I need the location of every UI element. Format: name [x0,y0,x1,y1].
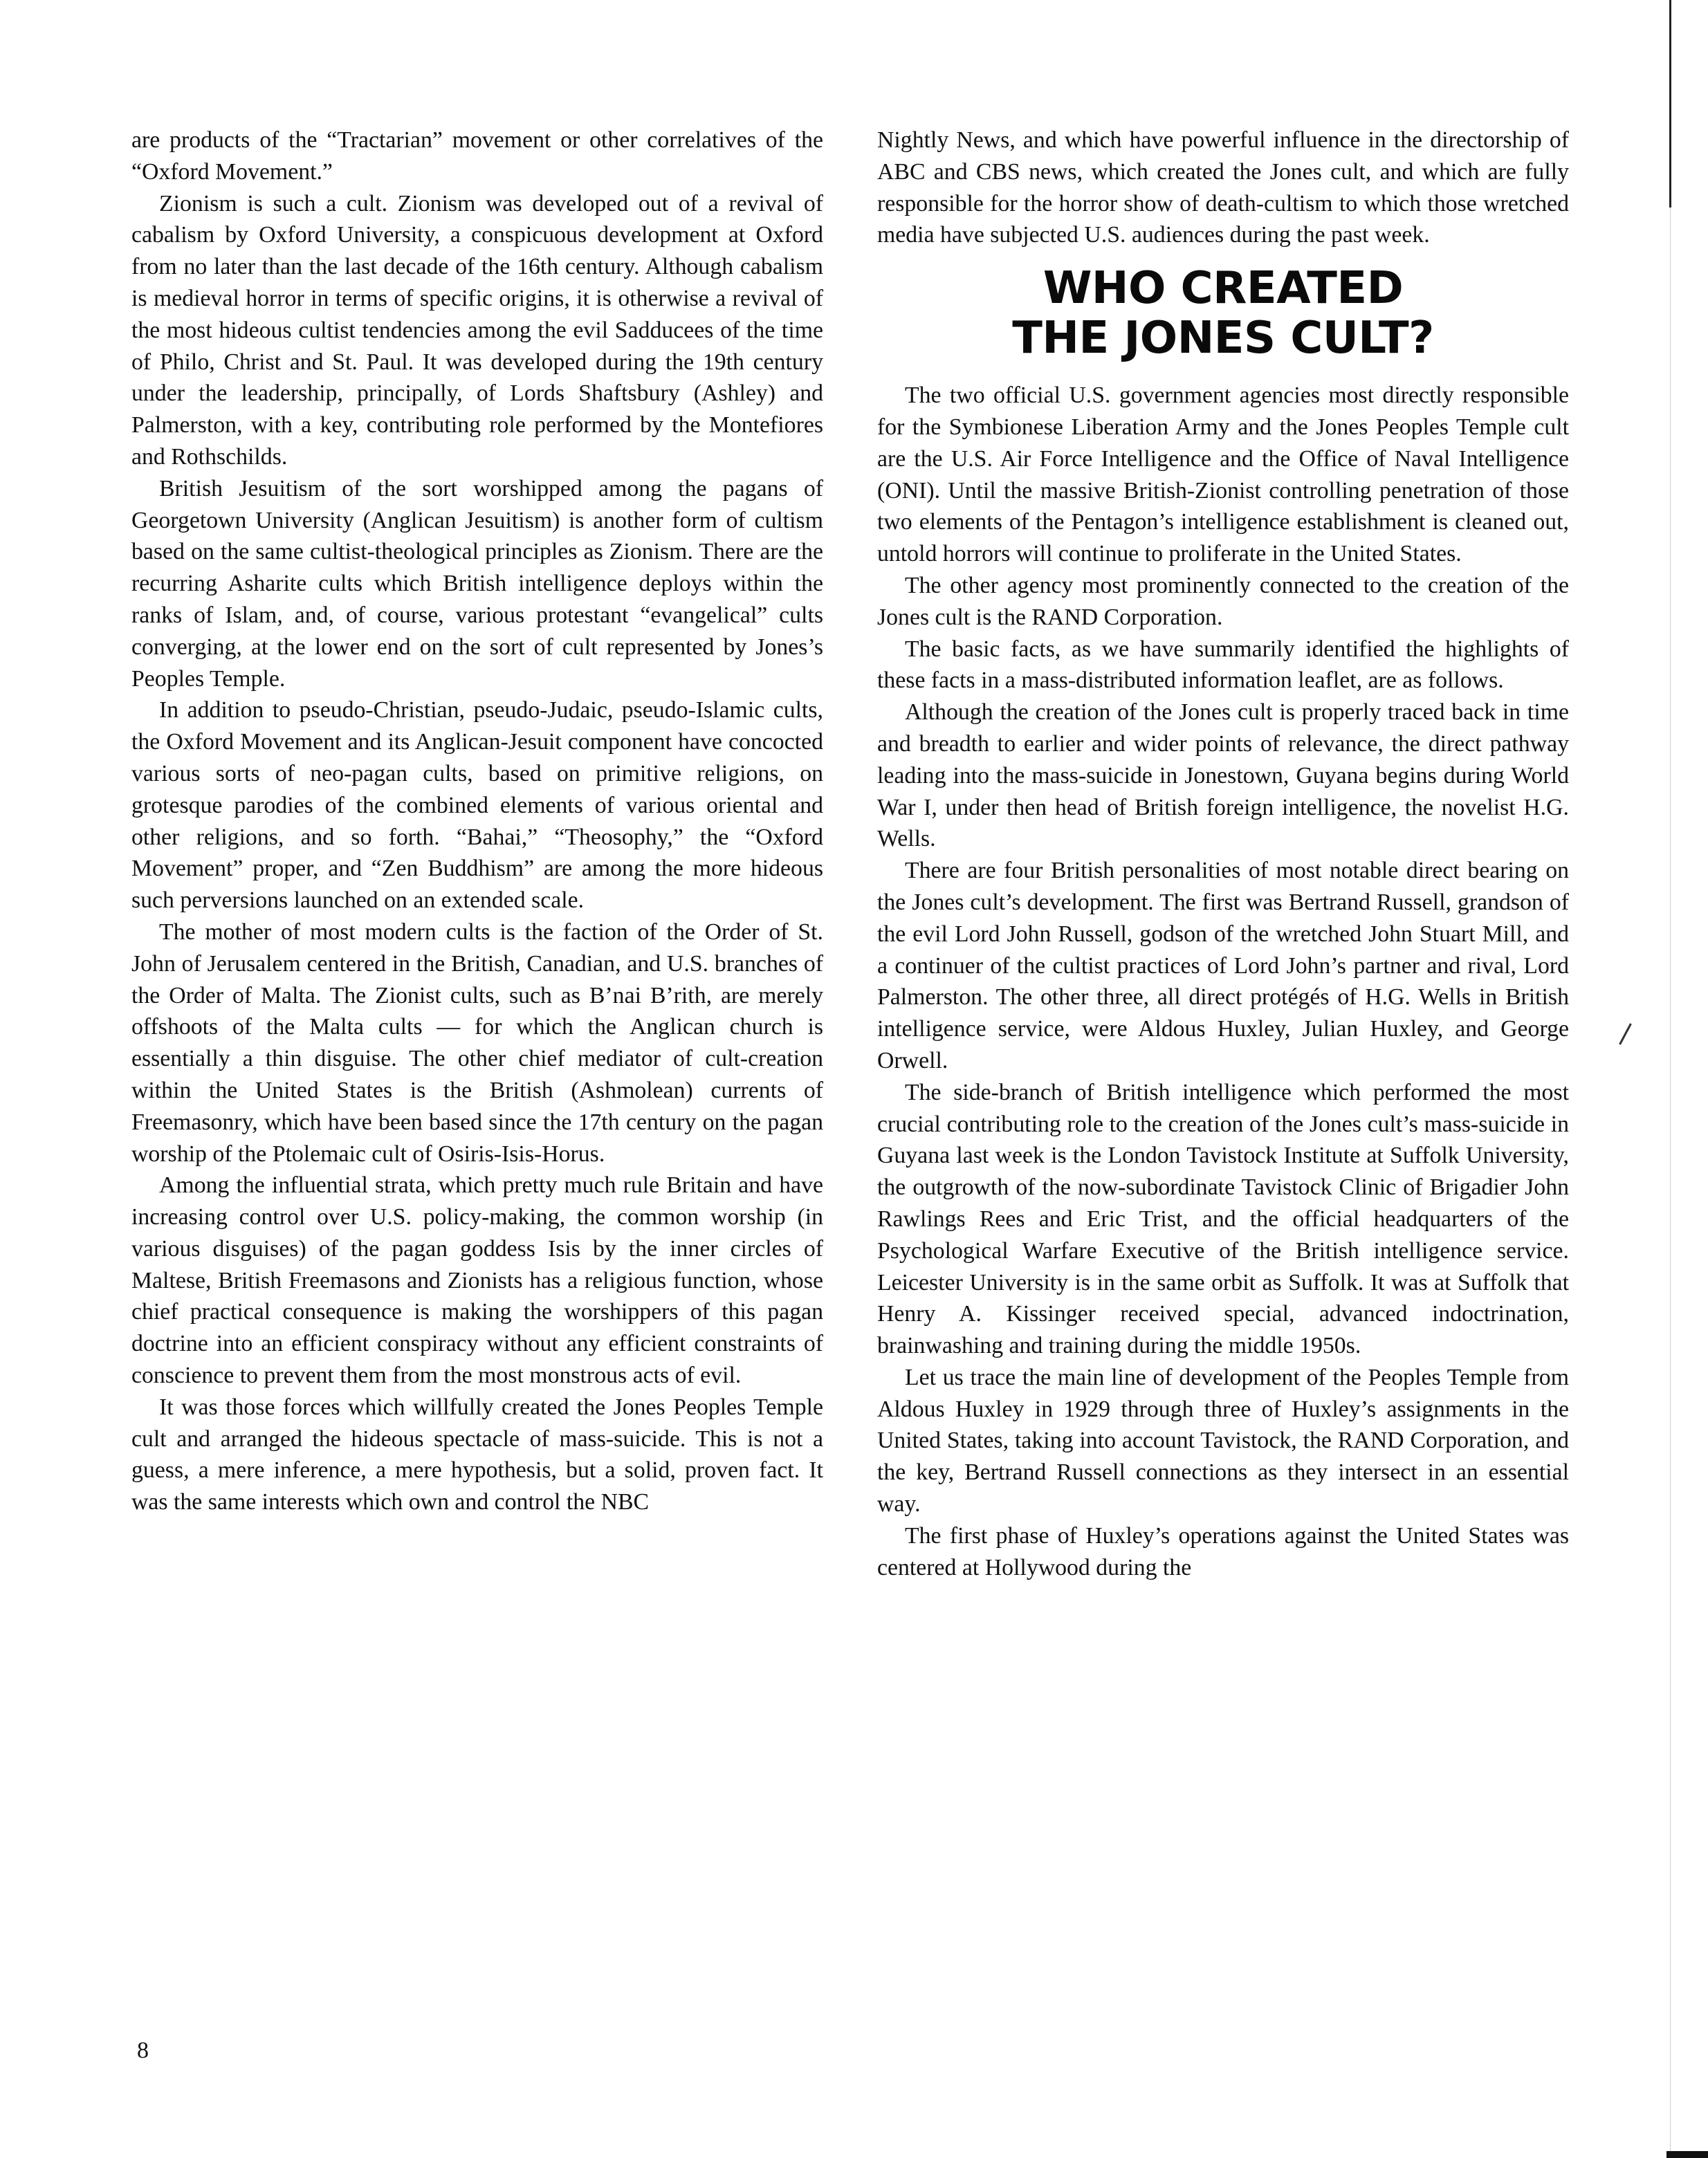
left-paragraph-neo-pagan: In addition to pseudo-Christian, pseudo-Judaic, pseudo-Islamic cults, the Oxford Movement and its Anglican-Jesuit component have concocted various sorts of neo-pagan cults, based on primitive religions, on grotesque parodies of the combined elements of various oriental and other religions, and so forth. “Bahai,” “Theosophy,” the “Oxford Movement” proper, and “Zen Buddhism” are among the more hideous such perversions launched on an extended scale. [131,697,823,914]
section-heading [877,264,1569,363]
left-paragraph-jesuitism: British Jesuitism of the sort worshipped among the pagans of Georgetown University (Anglican Jesuitism) is another form of cultism based on the same cultist-theological principles as Zionism. There are the recurring Asharite cults which British intelligence deploys within the ranks of Islam, and, of course, various protestant “evangelical” cults converging, at the lower end on the sort of cult represented by Jones’s Peoples Temple. [131,475,823,692]
left-paragraph-those-forces: It was those forces which willfully created the Jones Peoples Temple cult and arranged the hideous spectacle of mass-suicide. This is not a guess, a mere inference, a mere hypothesis, but a solid, proven fact. It was the same interests which own and control the NBC [131,1394,823,1515]
right-paragraph-continuation: Nightly News, and which have powerful influence in the directorship of ABC and CBS news, which created the Jones cult, and which are fully responsible for the horror show of death-cultism to which those wretched media have subjected U.S. audiences during the past week. [877,127,1569,248]
binding-edge-bottom [1666,2151,1708,2158]
right-paragraph-basic-facts: The basic facts, as we have summarily identified the highlights of these facts in a mass-distributed information leaflet, are as follows. [877,636,1569,694]
left-paragraph-zionism: Zionism is such a cult. Zionism was developed out of a revival of cabalism by Oxford University, a conspicuous development at Oxford from no later than the last decade of the 16th century. Although cabalism is medieval horror in terms of specific origins, it is otherwise a revival of the most hideous cultist tendencies among the evil Sadducees of the time of Philo, Christ and St. Paul. It was developed during the 19th century under the leadership, principally, of Lords Shaftsbury (Ashley) and Palmerston, with a key, contributing role performed by the Montefiores and Rothschilds. [131,190,823,470]
right-column [877,124,1569,1583]
right-paragraph-first-phase: The first phase of Huxley’s operations against the United States was centered at Hollywood during the [877,1522,1569,1580]
right-paragraph-agencies: The two official U.S. government agencies most directly responsible for the Symbionese Liberation Army and the Jones Peoples Temple cult are the U.S. Air Force Intelligence and the Office of Naval Intelligence (ONI). Until the massive British-Zionist controlling penetration of those two elements of the Pentagon’s intelligence establishment is cleaned out, untold horrors will continue to proliferate in the United States. [877,382,1569,567]
binding-edge-line [1669,0,1671,208]
right-paragraph-personalities: There are four British personalities of most notable direct bearing on the Jones cult’s development. The first was Bertrand Russell, grandson of the evil Lord John Russell, godson of the wretched John Stuart Mill, and a continuer of the cultist practices of Lord John’s partner and rival, Lord Palmerston. The other three, all direct protégés of H.G. Wells in British intelligence service, were Aldous Huxley, Julian Huxley, and George Orwell. [877,858,1569,1073]
right-paragraph-rand: The other agency most prominently connected to the creation of the Jones cult is the RAND Corporation. [877,572,1569,630]
section-heading-line-1: WHO CREATED [1043,263,1404,315]
section-heading-line-2: THE JONES CULT? [1012,313,1434,365]
stray-pen-mark [1619,1023,1632,1044]
page-number: 8 [137,2038,149,2063]
right-paragraph-tavistock: The side-branch of British intelligence which performed the most crucial contributing role to the creation of the Jones cult’s mass-suicide in Guyana last week is the London Tavistock Institute at Suffolk University, the outgrowth of the now-subordinate Tavistock Clinic of Brigadier John Rawlings Rees and Eric Trist, and the official headquarters of the Psychological Warfare Executive of the British intelligence service. Leicester University is in the same orbit as Suffolk. It was at Suffolk that Henry A. Kissinger received special, advanced indoctrination, brainwashing and training during the middle 1950s. [877,1079,1569,1359]
right-paragraph-main-line: Let us trace the main line of development of the Peoples Temple from Aldous Huxley in 1929 through three of Huxley’s assignments in the United States, taking into account Tavistock, the RAND Corporation, and the key, Bertrand Russell connections as they intersect in an essential way. [877,1364,1569,1518]
left-column [131,124,823,1518]
binding-edge-faint-line [1670,208,1671,2158]
left-paragraph-continuation: are products of the “Tractarian” movement or other correlatives of the “Oxford Movement.” [131,127,823,185]
page-binding-edge [1666,0,1708,2158]
left-paragraph-mother-of-cults: The mother of most modern cults is the faction of the Order of St. John of Jerusalem centered in the British, Canadian, and U.S. branches of the Order of Malta. The Zionist cults, such as B’nai B’rith, are merely offshoots of the Malta cults — for which the Anglican church is essentially a thin disguise. The other chief mediator of cult-creation within the United States is the British (Ashmolean) currents of Freemasonry, which have been based since the 17th century on the pagan worship of the Ptolemaic cult of Osiris-Isis-Horus. [131,919,823,1167]
left-paragraph-influential-strata: Among the influential strata, which pretty much rule Britain and have increasing control over U.S. policy-making, the common worship (in various disguises) of the pagan goddess Isis by the inner circles of Maltese, British Freemasons and Zionists has a religious function, whose chief practical consequence is making the worshippers of this pagan doctrine into an efficient conspiracy without any efficient constraints of conscience to prevent them from the most monstrous acts of evil. [131,1172,823,1389]
right-paragraph-pathway: Although the creation of the Jones cult is properly traced back in time and breadth to earlier and wider points of relevance, the direct pathway leading into the mass-suicide in Jonestown, Guyana begins during World War I, under then head of British foreign intelligence, the novelist H.G. Wells. [877,699,1569,852]
